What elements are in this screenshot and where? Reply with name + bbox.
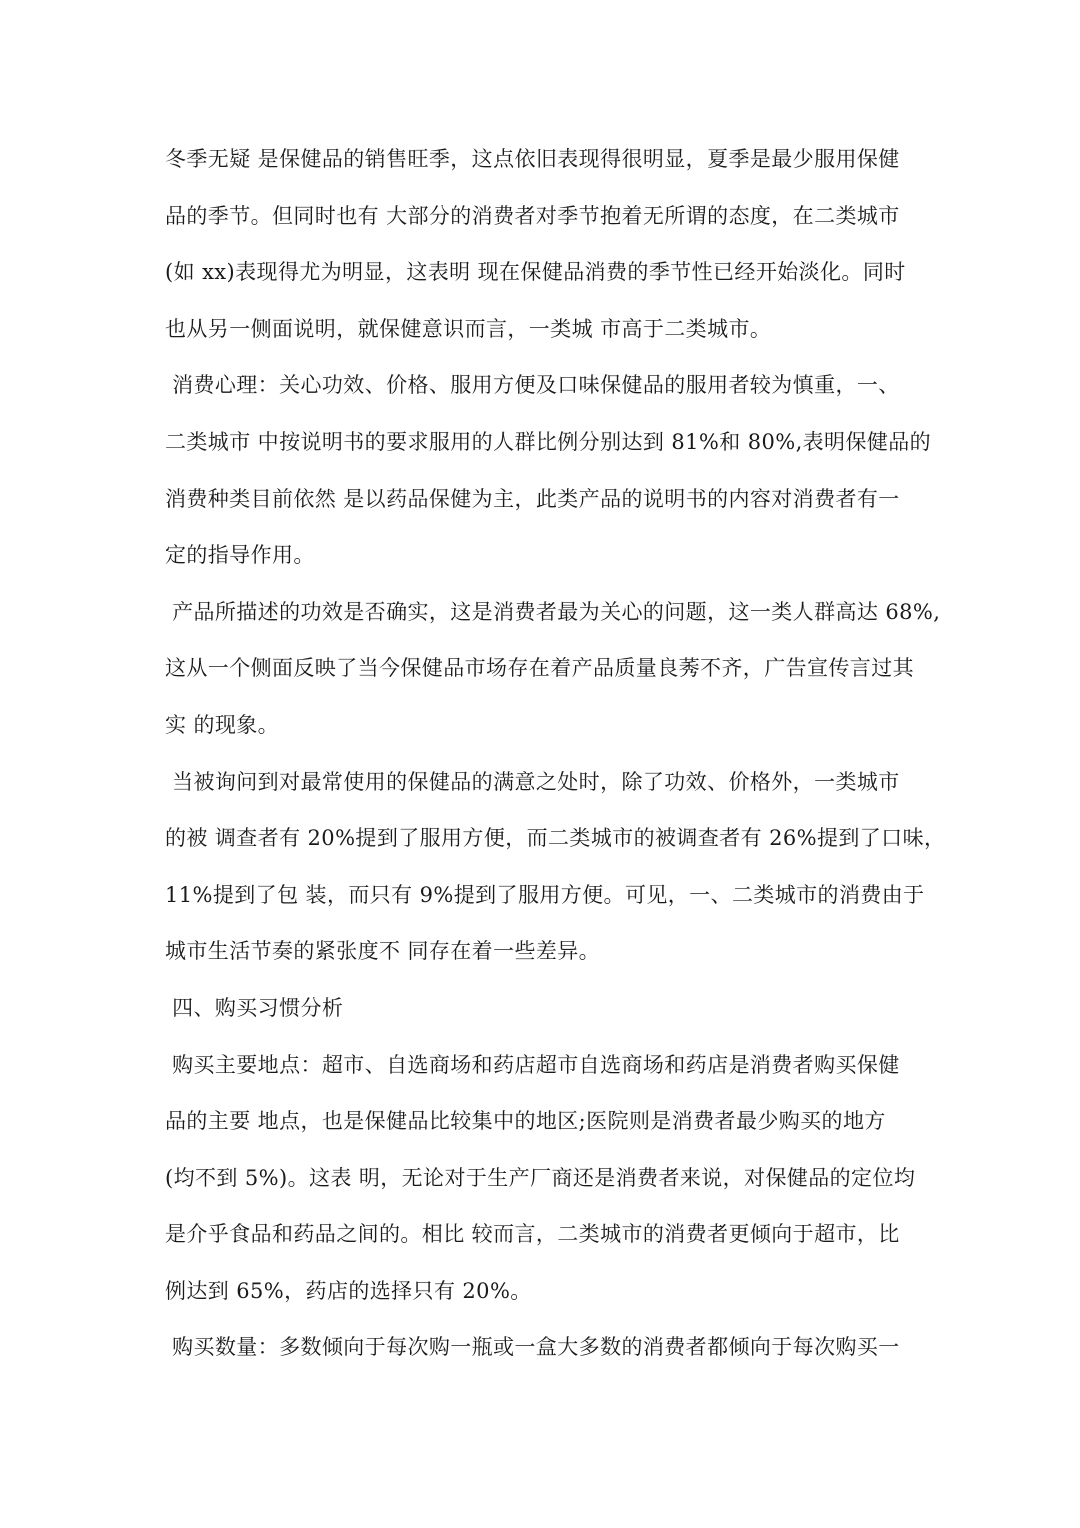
text-line: 城市生活节奏的紧张度不 同存在着一些差异。 (165, 939, 601, 964)
text-line: (均不到 5%)。这表 明，无论对于生产厂商还是消费者来说，对保健品的定位均 (165, 1165, 916, 1190)
section-heading: 四、购买习惯分析 (165, 995, 344, 1020)
text-line: 定的指导作用。 (165, 543, 315, 568)
text-line: 是介乎食品和药品之间的。相比 较而言，二类城市的消费者更倾向于超市，比 (165, 1222, 900, 1247)
text-line: 这从一个侧面反映了当今保健品市场存在着产品质量良莠不齐，广告宣传言过其 (165, 656, 914, 681)
text-line: 也从另一侧面说明，就保健意识而言，一类城 市高于二类城市。 (165, 316, 772, 341)
text-line: 购买主要地点：超市、自选商场和药店超市自选商场和药店是消费者购买保健 (165, 1052, 900, 1077)
text-line: 购买数量：多数倾向于每次购一瓶或一盒大多数的消费者都倾向于每次购买一 (165, 1335, 900, 1360)
text-line: 当被询问到对最常使用的保健品的满意之处时，除了功效、价格外，一类城市 (165, 769, 900, 794)
body-text (165, 131, 946, 1376)
text-line: 消费心理：关心功效、价格、服用方便及口味保健品的服用者较为慎重，一、 (165, 373, 900, 398)
text-line: 产品所描述的功效是否确实，这是消费者最为关心的问题，这一类人群高达 68%, (165, 599, 941, 624)
text-line: 消费种类目前依然 是以药品保健为主，此类产品的说明书的内容对消费者有一 (165, 486, 900, 511)
text-line: 例达到 65%，药店的选择只有 20%。 (165, 1278, 532, 1303)
text-line: 品的主要 地点，也是保健品比较集中的地区;医院则是消费者最少购买的地方 (165, 1109, 886, 1134)
text-line: 冬季无疑 是保健品的销售旺季，这点依旧表现得很明显，夏季是最少服用保健 (165, 147, 900, 171)
text-line: 实 的现象。 (165, 712, 280, 737)
text-line: 的被 调查者有 20%提到了服用方便，而二类城市的被调查者有 26%提到了口味， (165, 826, 946, 851)
text-line: 品的季节。但同时也有 大部分的消费者对季节抱着无所谓的态度，在二类城市 (165, 203, 900, 228)
text-line: (如 xx)表现得尤为明显，这表明 现在保健品消费的季节性已经开始淡化。同时 (165, 260, 906, 285)
text-line: 二类城市 中按说明书的要求服用的人群比例分别达到 81%和 80%,表明保健品的 (165, 429, 932, 454)
text-line: 11%提到了包 装，而只有 9%提到了服用方便。可见，一、二类城市的消费由于 (165, 882, 925, 907)
